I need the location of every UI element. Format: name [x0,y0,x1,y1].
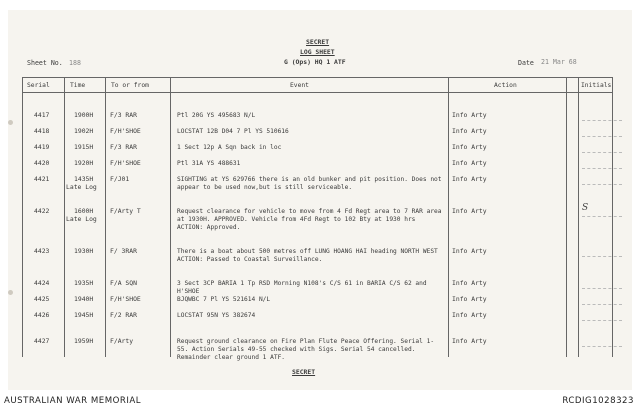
initials-guide-line [582,320,622,321]
row-action: Info Arty [452,175,487,183]
row-time: 1600H [74,207,94,215]
row-serial: 4419 [34,143,50,151]
initials-guide-line [582,184,622,185]
row-action: Info Arty [452,337,487,345]
row-time: 1902H [74,127,94,135]
row-action: Info Arty [452,127,487,135]
table-top-rule [22,77,612,78]
row-serial: 4422 [34,207,50,215]
row-to-from: F/Arty [110,337,134,345]
row-time: 1945H [74,311,94,319]
row-to-from: F/H'SHOE [110,127,141,135]
row-action: Info Arty [452,311,487,319]
archive-footer [0,393,640,413]
date-label: Date [518,59,534,67]
initials-guide-line [582,120,622,121]
sheet-no-value: 188 [69,59,81,67]
row-serial: 4425 [34,295,50,303]
punch-hole [8,120,13,125]
initials-handwritten-mark: S [582,203,589,213]
column-rule [22,77,23,357]
row-event: Ptl 20G YS 495683 N/L [177,112,256,119]
row-event: Request clearance for vehicle to move from 4 Fd Regt area to 7 RAR area at 1930H. APPROVED. Vehicle from 4Fd Regt to 102 Bty at 1930 hrs ACTION: Approved. [177,208,442,231]
row-time: 1940H [74,295,94,303]
footer-archive-name: AUSTRALIAN WAR MEMORIAL [4,396,142,406]
row-event: LOCSTAT 12B D04 7 Pl YS 510616 [177,128,289,135]
initials-guide-line [582,168,622,169]
row-to-from: F/A SQN [110,279,137,287]
column-header-action: Action [494,82,517,89]
row-to-from: F/3 RAR [110,111,137,119]
punch-hole [8,290,13,295]
column-rule [170,77,171,357]
row-time: 1920H [74,159,94,167]
sheet-no-label: Sheet No. [27,59,63,67]
row-late-log: Late Log [66,215,97,223]
row-action: Info Arty [452,143,487,151]
row-action: Info Arty [452,279,487,287]
row-time: 1435H [74,175,94,183]
initials-guide-line [582,256,622,257]
column-rule [612,77,613,357]
row-event: 1 Sect 12p A Sqn back in loc [177,144,282,151]
classification-bottom: SECRET [292,368,316,376]
row-serial: 4427 [34,337,50,345]
initials-guide-line [582,216,622,217]
row-serial: 4418 [34,127,50,135]
initials-guide-line [582,288,622,289]
unit-label: G (Ops) HQ 1 ATF [284,58,346,66]
row-event: LOCSTAT 95N YS 382674 [177,312,256,319]
column-header-to-or-from: To or from [111,82,149,89]
column-rule [566,77,567,357]
date-value: 21 Mar 68 [541,58,577,66]
row-to-from: F/H'SHOE [110,295,141,303]
column-rule [105,77,106,357]
row-serial: 4423 [34,247,50,255]
row-action: Info Arty [452,295,487,303]
row-action: Info Arty [452,111,487,119]
log-sheet-paper [8,10,632,390]
document-title: LOG SHEET [300,48,335,56]
initials-guide-line [582,152,622,153]
footer-record-id: RCDIG1028323 [562,396,634,406]
row-to-from: F/H'SHOE [110,159,141,167]
column-header-serial: Serial [27,82,50,89]
initials-guide-line [582,304,622,305]
row-to-from: F/2 RAR [110,311,137,319]
row-action: Info Arty [452,207,487,215]
row-time: 1935H [74,279,94,287]
row-late-log: Late Log [66,183,97,191]
row-to-from: F/J01 [110,175,130,183]
classification-top: SECRET [306,38,330,46]
row-serial: 4417 [34,111,50,119]
column-rule [578,77,579,357]
column-header-time: Time [70,82,86,89]
row-time: 1915H [74,143,94,151]
column-header-event: Event [290,82,309,89]
row-action: Info Arty [452,247,487,255]
initials-guide-line [582,136,622,137]
row-event: BJQWBC 7 Pl YS 521614 N/L [177,296,271,303]
row-serial: 4421 [34,175,50,183]
row-event: SIGHTING at YS 629766 there is an old bunker and pit position. Does not appear to be used now,but is still serviceable. [177,176,442,191]
initials-guide-line [582,346,622,347]
row-to-from: F/Arty T [110,207,141,215]
row-time: 1930H [74,247,94,255]
row-time: 1900H [74,111,94,119]
row-serial: 4420 [34,159,50,167]
row-to-from: F/ 3RAR [110,247,137,255]
column-header-initials: Initials [581,82,612,89]
row-event: Request ground clearance on Fire Plan Flute Peace Offering. Serial 1-55. Action Serials 49-55 checked with Sigs. Serial 54 cancelled. Remainder clear ground 1 ATF. [177,338,435,361]
row-time: 1959H [74,337,94,345]
column-rule [448,77,449,357]
column-rule [64,77,65,357]
table-header-rule [22,92,612,93]
row-serial: 4426 [34,311,50,319]
row-to-from: F/3 RAR [110,143,137,151]
row-event: 3 Sect 3CP BARIA 1 Tp RSD Morning N108's C/S 61 in BARIA C/S 62 and H'SHOE [177,280,427,295]
row-event: Ptl 31A YS 488631 [177,160,241,167]
row-action: Info Arty [452,159,487,167]
row-event: There is a boat about 500 metres off LUNG HOANG HAI heading NORTH WEST ACTION: Passed to Coastal Surveillance. [177,248,438,263]
row-serial: 4424 [34,279,50,287]
